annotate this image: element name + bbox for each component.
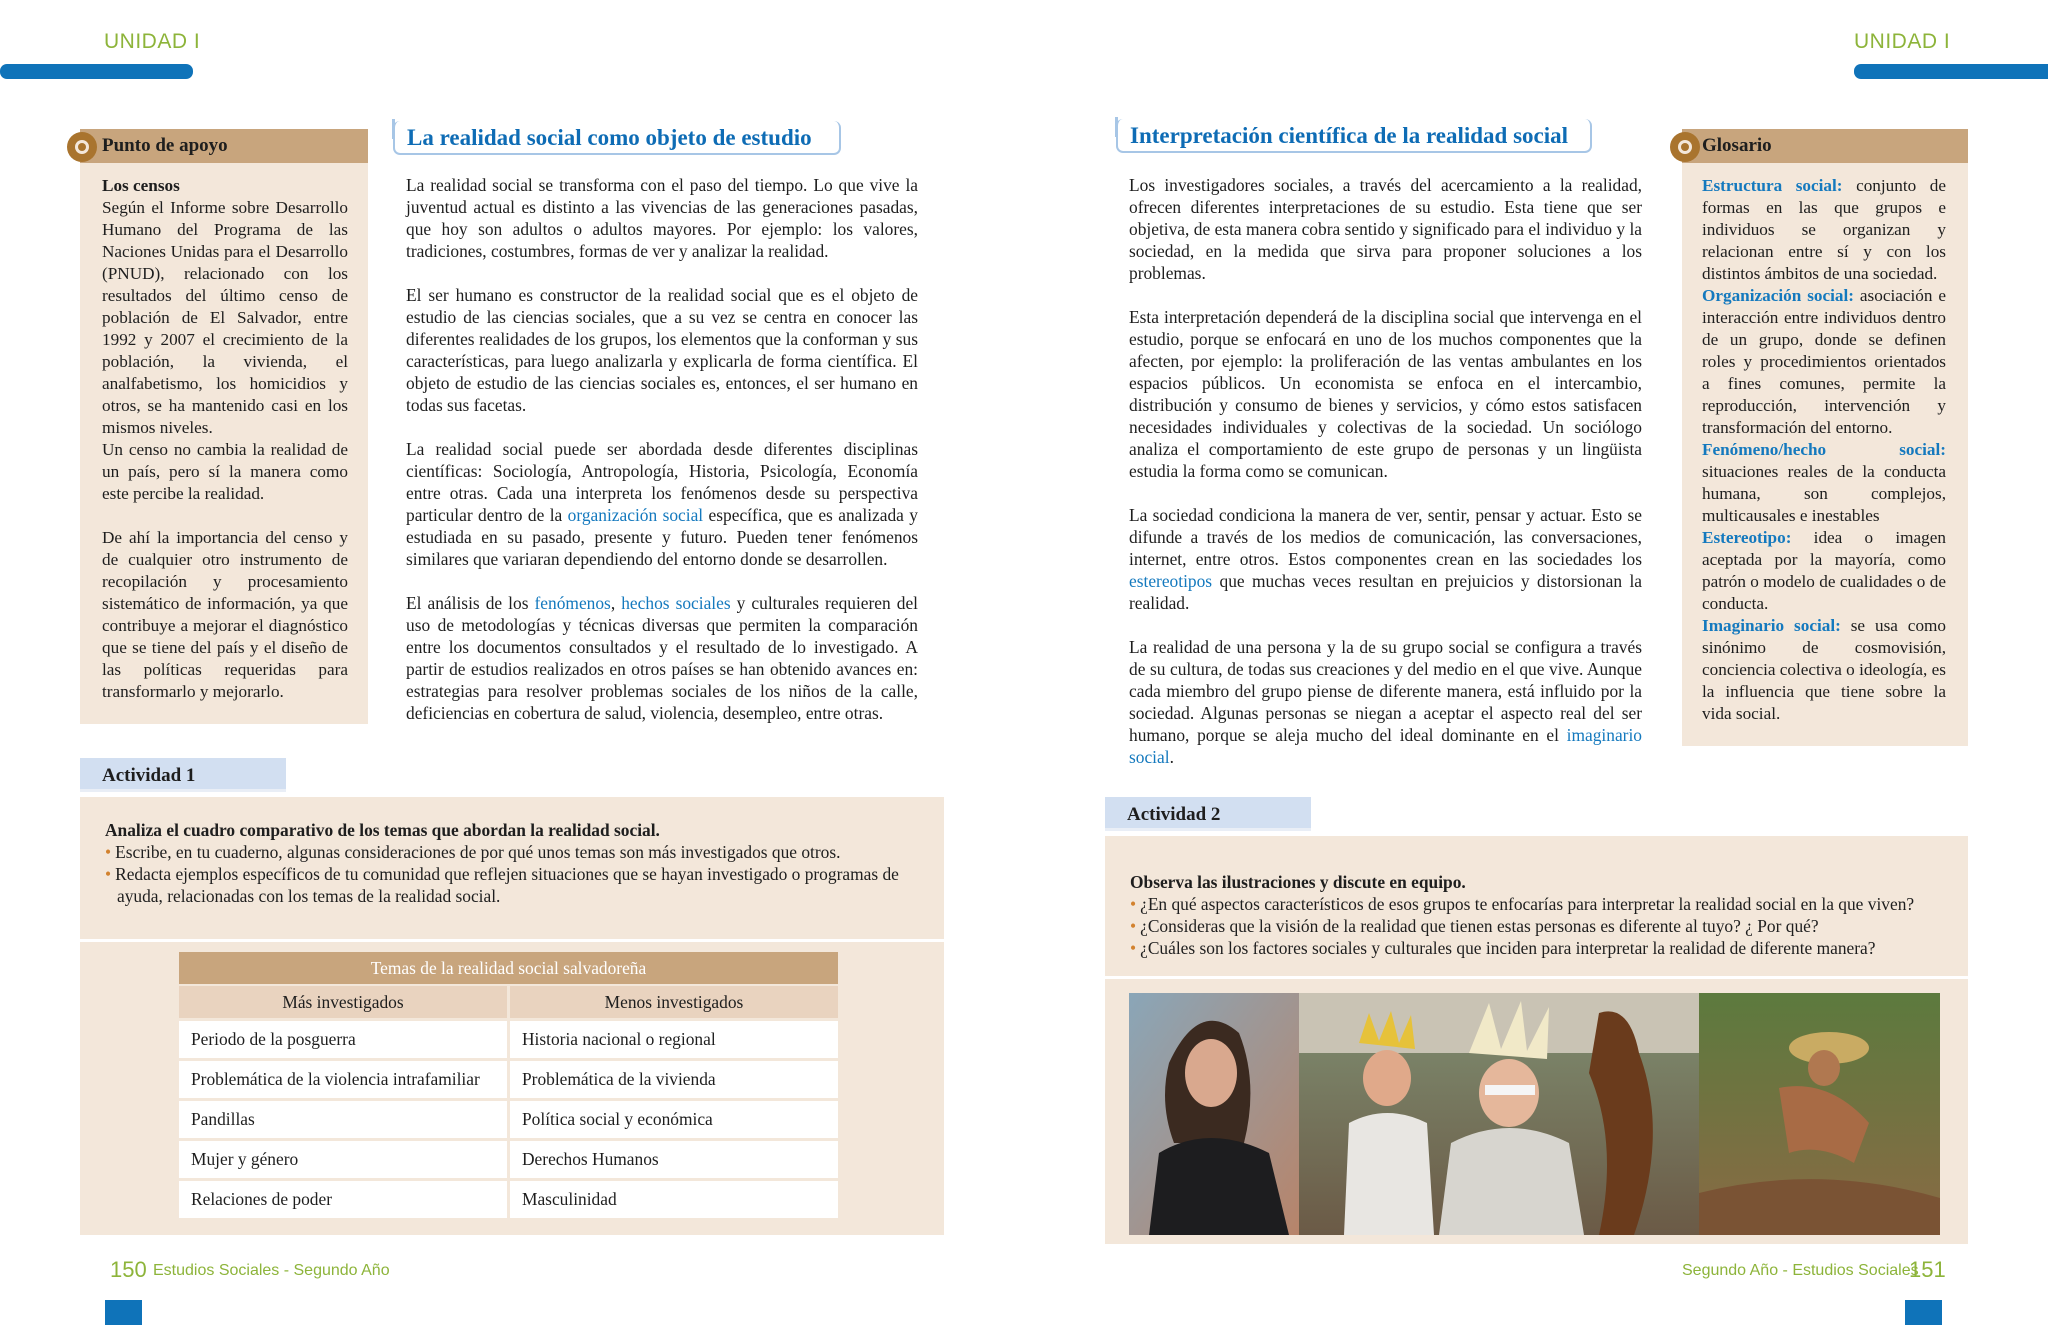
actividad2-instructions bbox=[1130, 871, 1965, 959]
section-left-p4 bbox=[406, 592, 918, 724]
section-right-p3-b: que muchas veces resultan en prejuicios y distorsionan la realidad. bbox=[1129, 571, 1642, 613]
punto-apoyo-p3: De ahí la importancia del censo y de cualquier otro instrumento de recopilación y procesamiento sistemático de información, ya que contribuye a mejorar el diagnóstico que se tiene del país y el diseño de las políticas requeridas para transformarlo y mejorarlo. bbox=[102, 528, 348, 701]
section-right-p4-b: . bbox=[1169, 747, 1174, 767]
unit-label-left: UNIDAD I bbox=[104, 30, 201, 53]
actividad2-bullet2: • ¿Consideras que la visión de la realidad que tienen estas personas es diferente al tuyo? ¿ Por qué? bbox=[1130, 916, 1819, 936]
footer-square-left bbox=[105, 1300, 142, 1325]
section-title-left-text: La realidad social como objeto de estudio bbox=[407, 125, 812, 150]
header-bar-right bbox=[1854, 64, 2048, 79]
glosario-item: Organización social: asociación e interacción entre individuos dentro de un grupo, donde se definen roles y procedimientos orientados a fines comunes, permite la reproducción, intervención y transformación del entorno. bbox=[1702, 286, 1946, 437]
social-groups-photo bbox=[1129, 993, 1940, 1235]
unit-label-right: UNIDAD I bbox=[1854, 30, 1951, 53]
link-imaginario-social[interactable]: imaginario social bbox=[1129, 725, 1642, 767]
glosario-item: Imaginario social: se usa como sinónimo de cosmovisión, conciencia colectiva o ideología, es la influencia que tiene sobre la vida social. bbox=[1702, 616, 1946, 723]
glosario-item: Fenómeno/hecho social: situaciones reales de la conducta humana, son complejos, multicausales e inestables bbox=[1702, 440, 1946, 525]
table-header-mas: Más investigados bbox=[179, 986, 507, 1018]
glosario-header bbox=[1682, 129, 1968, 163]
table-cell: Mujer y género bbox=[179, 1141, 507, 1178]
table-cell: Derechos Humanos bbox=[510, 1141, 838, 1178]
section-right-p1: Los investigadores sociales, a través del acercamiento a la realidad, ofrecen diferentes interpretaciones de su estudio. Esta tiene que ser objetiva, de esta manera cobra sentido y significado para el individuo y la sociedad, en la medida que sirva para proponer soluciones a los problemas. bbox=[1129, 175, 1642, 283]
table-cell: Relaciones de poder bbox=[179, 1181, 507, 1218]
actividad1-instructions bbox=[105, 819, 940, 907]
footer-text-left: Estudios Sociales - Segundo Año bbox=[153, 1262, 390, 1279]
table-cell: Política social y económica bbox=[510, 1101, 838, 1138]
actividad1-divider bbox=[80, 939, 944, 942]
section-left-p4-sep: , bbox=[610, 593, 622, 613]
section-left-p3 bbox=[406, 438, 918, 570]
glosario-body bbox=[1702, 175, 1946, 725]
link-organizacion-social[interactable]: organización social bbox=[567, 505, 704, 525]
section-title-left bbox=[393, 121, 841, 155]
section-right-p4-a: La realidad de una persona y la de su grupo social se configura a través de su cultura, de todas sus creaciones y del medio en el que vive. Aunque cada miembro del grupo piense de diferente manera, está influido por la sociedad. Algunas personas se niegan a aceptar el aspecto real del ser humano, porque se aleja mucho del ideal dominante en el bbox=[1129, 637, 1642, 745]
section-left-p2: El ser humano es constructor de la realidad social que es el objeto de estudio de las ciencias sociales, que a su vez se centra en conocer las diferentes realidades de los grupos, los elementos que la conforman y sus características, para luego analizarla y explicarla de forma científica. El objeto de estudio de las ciencias sociales es, entonces, el ser humano en todas sus facetas. bbox=[406, 285, 918, 415]
punto-apoyo-title: Punto de apoyo bbox=[102, 135, 228, 156]
table-title: Temas de la realidad social salvadoreña bbox=[179, 952, 838, 984]
glosario-box bbox=[1682, 129, 1968, 746]
footer-text-right: Segundo Año - Estudios Sociales bbox=[1682, 1262, 1919, 1279]
link-estereotipos[interactable]: estereotipos bbox=[1129, 571, 1213, 591]
link-hechos-sociales[interactable]: hechos sociales bbox=[621, 593, 731, 613]
section-title-right bbox=[1116, 119, 1592, 153]
header-bar-left bbox=[0, 64, 193, 79]
actividad1-tab-label: Actividad 1 bbox=[102, 765, 196, 786]
actividad1-box bbox=[80, 797, 944, 1235]
table-cell: Periodo de la posguerra bbox=[179, 1021, 507, 1058]
section-left-p1: La realidad social se transforma con el paso del tiempo. Lo que vive la juventud actual es distinto a las vivencias de las generaciones pasadas, que hoy son adultos o adultos mayores. Por ejemplo: los valores, tradiciones, costumbres, formas de ver y analizar la realidad. bbox=[406, 175, 918, 261]
actividad1-bullet1: • Escribe, en tu cuaderno, algunas consideraciones de por qué unos temas son más investigados que otros. bbox=[105, 842, 841, 862]
actividad1-lead: Analiza el cuadro comparativo de los temas que abordan la realidad social. bbox=[105, 820, 660, 840]
section-right-p3 bbox=[1129, 504, 1642, 614]
glosario-title: Glosario bbox=[1702, 135, 1772, 156]
page-number-right: 151 bbox=[1909, 1257, 1946, 1282]
punto-apoyo-p1: Según el Informe sobre Desarrollo Humano del Programa de las Naciones Unidas para el Desarrollo (PNUD), relacionado con los resultados del último censo de población de El Salvador, entre 1992 y 2007 el crecimiento de la población, la vivienda, el analfabetismo, los homicidios y otros, se ha mantenido casi en los mismos niveles. bbox=[102, 198, 348, 437]
section-right-p2: Esta interpretación dependerá de la disciplina social que intervenga en el estudio, porque se enfocará en uno de los muchos componentes que la afecten, por ejemplo: la proliferación de las ventas ambulantes en los espacios públicos. Un economista se enfoca en el intercambio, distribución y consumo de bienes y servicios, y cómo estos satisfacen necesidades individuales y colectivas de la sociedad. Un sociólogo analiza el comportamiento de este grupo de personas y un lingüista estudia la forma como se comunican. bbox=[1129, 307, 1642, 481]
page-number-left: 150 bbox=[110, 1257, 147, 1282]
punto-apoyo-p2: Un censo no cambia la realidad de un país, pero sí la manera como este percibe la realidad. bbox=[102, 440, 348, 503]
glosario-item: Estructura social: conjunto de formas en las que grupos e individuos se organizan y relacionan entre sí y con los distintos ámbitos de una sociedad. bbox=[1702, 176, 1946, 283]
punto-apoyo-circle-icon bbox=[67, 132, 97, 162]
section-title-right-text: Interpretación científica de la realidad social bbox=[1130, 123, 1569, 148]
section-right-body bbox=[1129, 174, 1642, 768]
table-header-menos: Menos investigados bbox=[510, 986, 838, 1018]
actividad2-tab-label: Actividad 2 bbox=[1127, 804, 1221, 825]
actividad1-tab bbox=[80, 758, 286, 792]
table-cell: Historia nacional o regional bbox=[510, 1021, 838, 1058]
social-groups-illustration bbox=[1129, 993, 1940, 1235]
punto-apoyo-header bbox=[80, 129, 368, 163]
glosario-circle-icon bbox=[1670, 132, 1700, 162]
punto-apoyo-body bbox=[102, 175, 348, 703]
punto-apoyo-subtitle: Los censos bbox=[102, 176, 180, 195]
glosario-item: Estereotipo: idea o imagen aceptada por la mayoría, como patrón o modelo de cualidades o de conducta. bbox=[1702, 528, 1946, 613]
section-left-p3-a: La realidad social puede ser abordada desde diferentes disciplinas científicas: Sociología, Antropología, Historia, Psicología, Economía entre otras. Cada una interpreta los fenómenos desde su perspectiva particular dentro de la bbox=[406, 439, 918, 525]
table-cell: Masculinidad bbox=[510, 1181, 838, 1218]
link-fenomenos[interactable]: fenómenos bbox=[534, 593, 611, 613]
table-cell: Problemática de la violencia intrafamiliar bbox=[179, 1061, 507, 1098]
table-cell: Problemática de la vivienda bbox=[510, 1061, 838, 1098]
actividad1-bullet2: • Redacta ejemplos específicos de tu comunidad que reflejen situaciones que se hayan investigado o programas de ayuda, relacionadas con los temas de la realidad social. bbox=[105, 864, 899, 906]
actividad2-box bbox=[1105, 836, 1968, 1244]
actividad2-bullet3: • ¿Cuáles son los factores sociales y culturales que inciden para interpretar la realidad de diferente manera? bbox=[1130, 938, 1876, 958]
section-right-p3-a: La sociedad condiciona la manera de ver, sentir, pensar y actuar. Esto se difunde a través de los medios de comunicación, las conversaciones, internet, entre otros. Estos componentes crean en las sociedades los bbox=[1129, 505, 1642, 569]
punto-apoyo-box bbox=[80, 129, 368, 724]
table-cell: Pandillas bbox=[179, 1101, 507, 1138]
section-right-p4 bbox=[1129, 636, 1642, 768]
section-left-p4-a: El análisis de los bbox=[406, 593, 535, 613]
actividad2-divider bbox=[1105, 976, 1968, 979]
actividad2-tab bbox=[1105, 797, 1311, 831]
section-left-p3-b: específica, que es analizada y estudiada en su pasado, presente y futuro. Pueden tener fenómenos similares que variaran dependiendo del entorno donde se desarrollen. bbox=[406, 505, 918, 569]
actividad2-bullet1: • ¿En qué aspectos característicos de esos grupos te enfocarías para interpretar la realidad social en la que viven? bbox=[1130, 894, 1915, 914]
section-left-body bbox=[406, 174, 918, 724]
actividad2-lead: Observa las ilustraciones y discute en equipo. bbox=[1130, 872, 1466, 892]
section-left-p4-b: y culturales requieren del uso de metodologías y técnicas diversas que permiten la comparación entre los documentos consultados y el resultado de lo investigado. A partir de estudios realizados en otros países se han obtenido avances en: estrategias para resolver problemas sociales de los niños de la calle, deficiencias en cobertura de salud, violencia, desempleo, entre otras. bbox=[406, 593, 919, 723]
footer-square-right bbox=[1905, 1300, 1942, 1325]
